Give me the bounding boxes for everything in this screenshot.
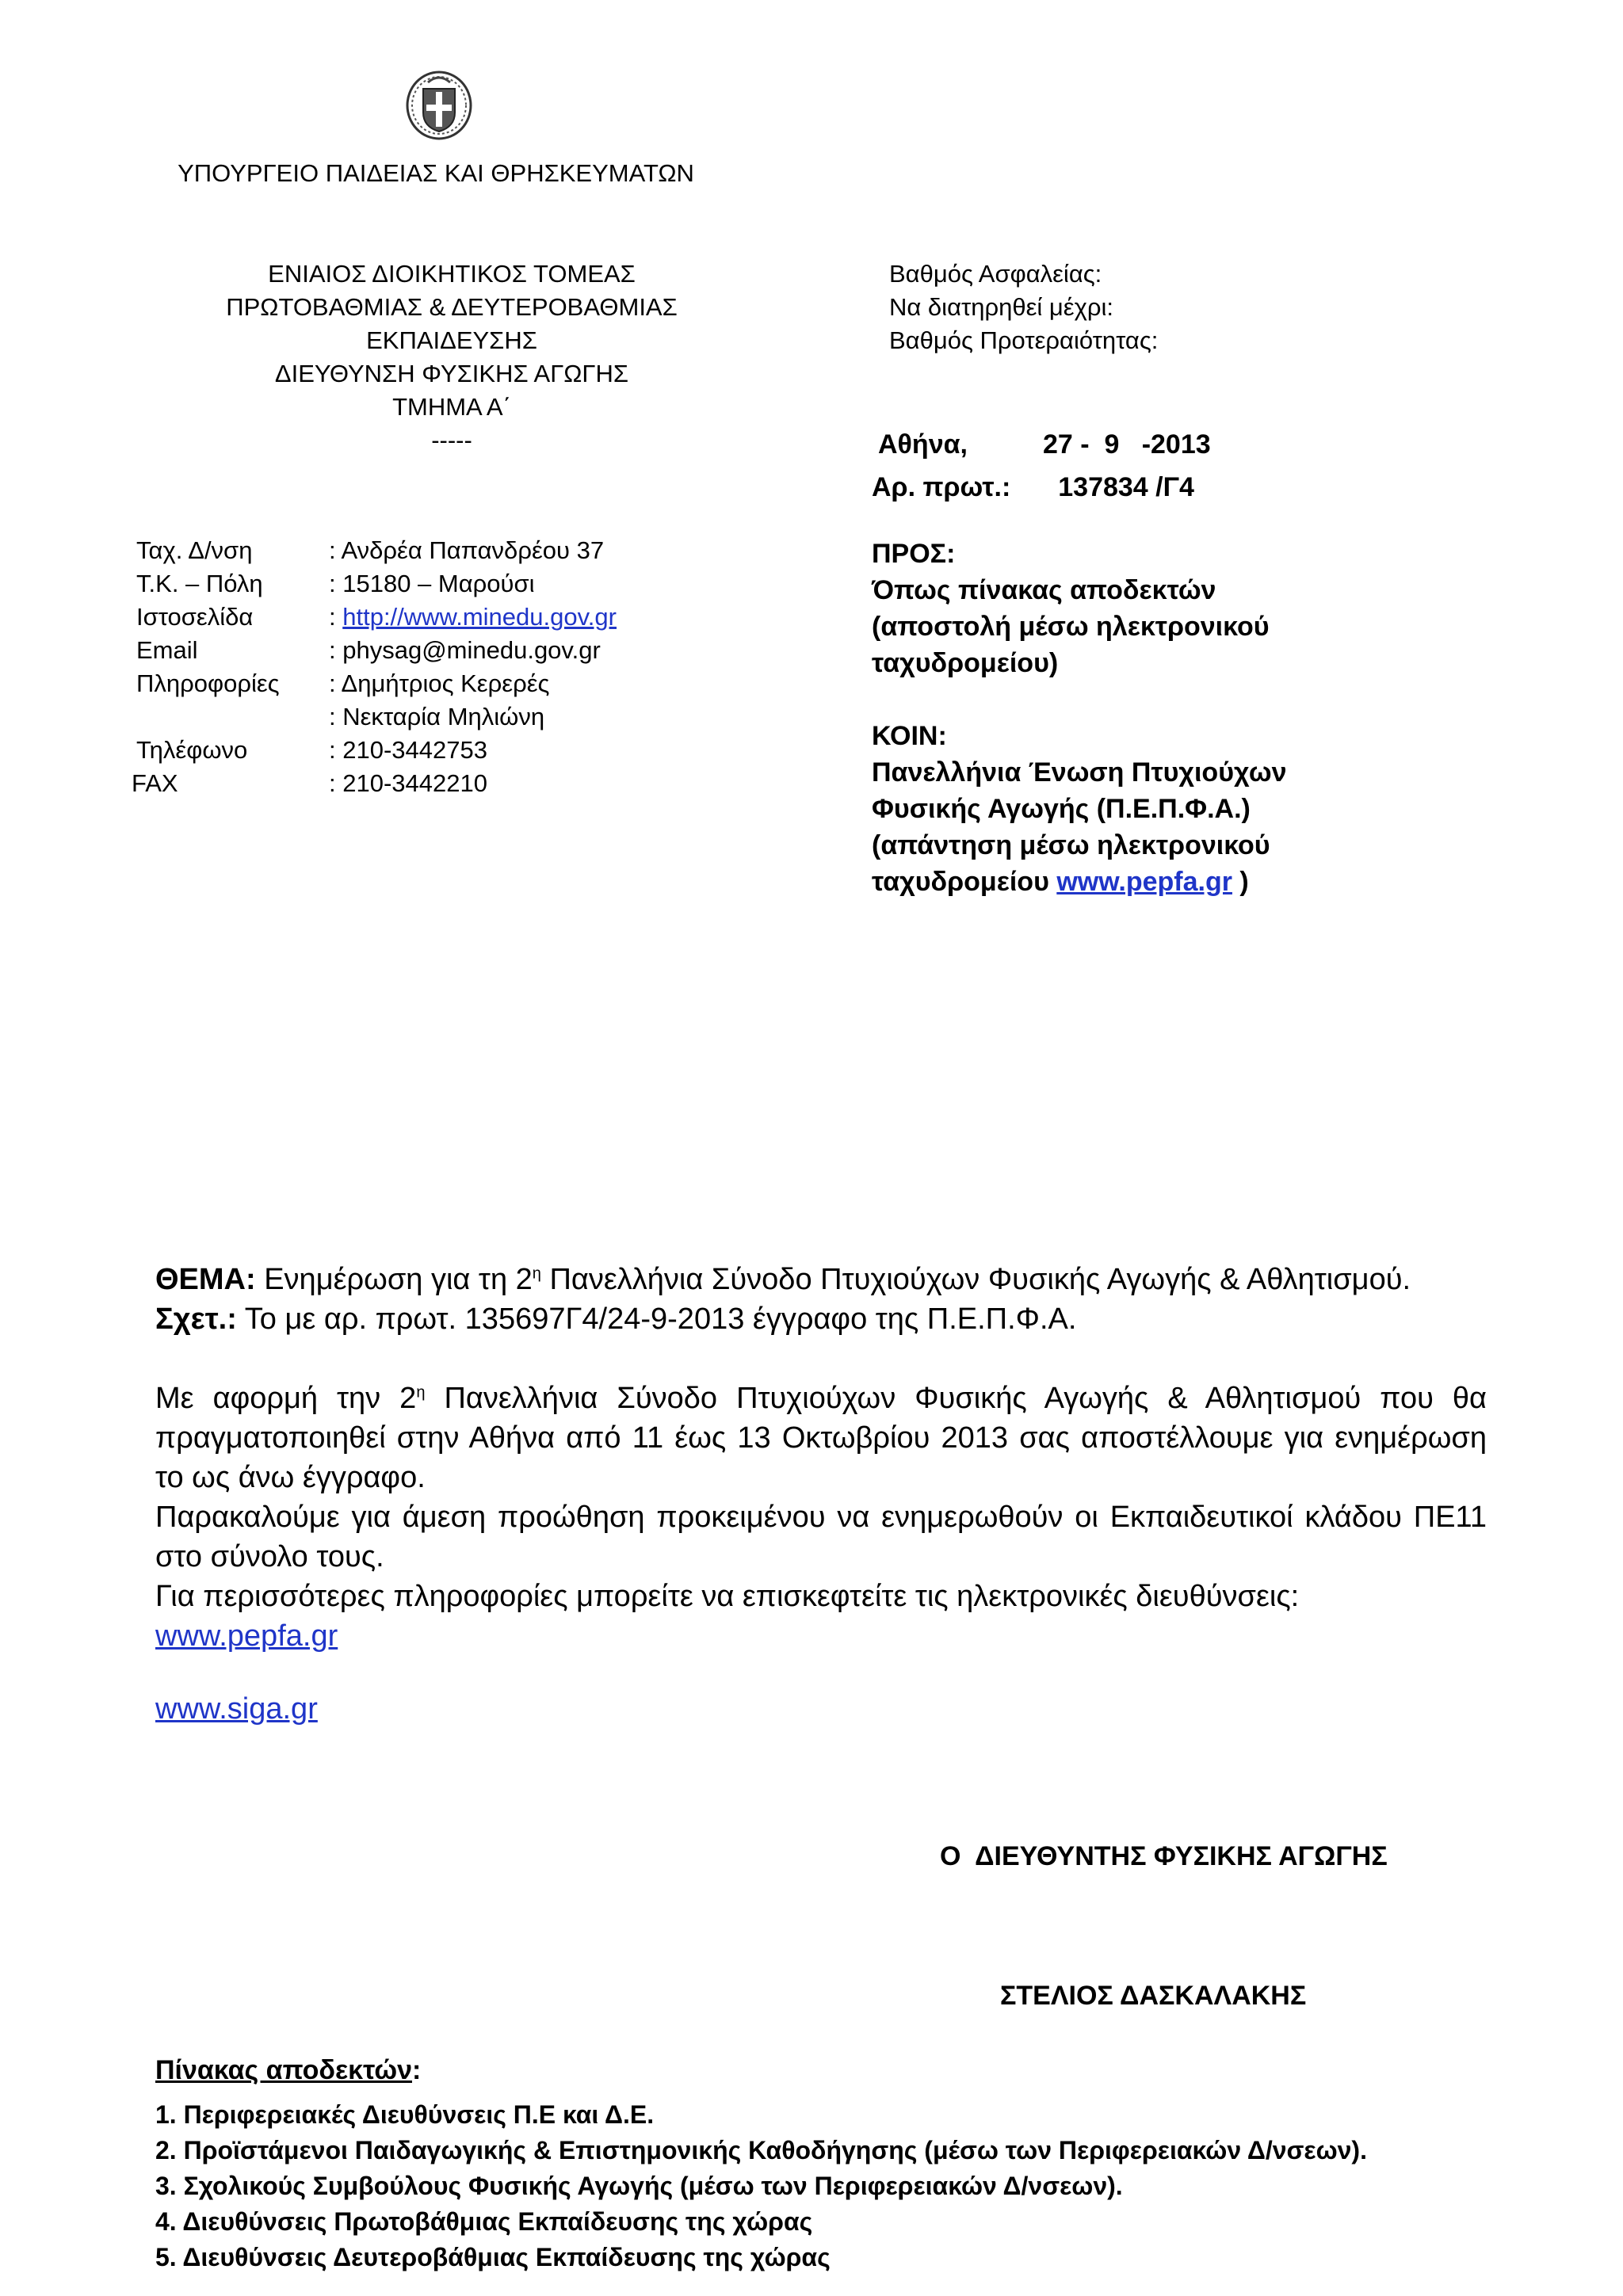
- recipients-block: [872, 536, 1553, 900]
- contact-row-address: Ταχ. Δ/νση : Ανδρέα Παπανδρέου 37: [136, 536, 605, 564]
- cc-line: ταχυδρομείου www.pepfa.gr ): [872, 867, 1249, 897]
- ministry-title: ΥΠΟΥΡΓΕΙΟ ΠΑΙΔΕΙΑΣ ΚΑΙ ΘΡΗΣΚΕΥΜΑΤΩΝ: [178, 159, 694, 187]
- protocol-label: Αρ. πρωτ.:: [872, 472, 1011, 502]
- pepfa-site-link[interactable]: www.pepfa.gr: [155, 1619, 338, 1653]
- cc-line: (απάντηση μέσω ηλεκτρονικού: [872, 830, 1270, 860]
- unit-line: ΠΡΩΤΟΒΑΘΜΙΑΣ & ΔΕΥΤΕΡΟΒΑΘΜΙΑΣ: [226, 293, 678, 321]
- unit-line: ΤΜΗΜΑ Α΄: [392, 393, 511, 421]
- cc-line: Πανελλήνια Ένωση Πτυχιούχων: [872, 757, 1287, 788]
- greek-emblem-icon: [404, 67, 474, 141]
- to-line: ταχυδρομείου): [872, 648, 1059, 678]
- subject-line: ΘΕΜΑ: Ενημέρωση για τη $2^\eta$ Πανελλήνια Σύνοδο Πτυχιούχων Φυσικής Αγωγής & Αθλητισμού.: [155, 1263, 1411, 1296]
- contact-row-email: Email : physag@minedu.gov.gr: [136, 636, 601, 664]
- recipient-table-heading: Πίνακας αποδεκτών:: [155, 2055, 422, 2085]
- paragraph-1: Με αφορμή την $2^\eta$ Πανελλήνια Σύνοδο Πτυχιούχων Φυσικής Αγωγής & Αθλητισμού που θα πραγματοποιηθεί στην Αθήνα από 11 έως 13 Οκτωβρίου 2013 σας αποστέλλουμε για ενημέρωση το ως άνω έγγραφο.: [155, 1382, 1495, 1494]
- paragraph-3: Για περισσότερες πληροφορίες μπορείτε να επισκεφτείτε τις ηλεκτρονικές διευθύνσεις:: [155, 1580, 1300, 1613]
- retain-until: Να διατηρηθεί μέχρι:: [889, 293, 1113, 321]
- signature-title: Ο ΔΙΕΥΘΥΝΤΗΣ ΦΥΣΙΚΗΣ ΑΓΩΓΗΣ: [940, 1841, 1388, 1871]
- recipient-list: [155, 2097, 1582, 2275]
- protocol-line: [872, 469, 1506, 505]
- list-item: 1. Περιφερειακές Διευθύνσεις Π.Ε και Δ.Ε.: [155, 2100, 655, 2129]
- security-grade: Βαθμός Ασφαλείας:: [889, 260, 1102, 288]
- date-line: [878, 426, 1512, 463]
- to-line: (αποστολή μέσω ηλεκτρονικού: [872, 612, 1270, 642]
- unit-line: ΕΚΠΑΙΔΕΥΣΗΣ: [366, 326, 537, 354]
- security-block: [889, 257, 1444, 357]
- contact-row-website: Ιστοσελίδα : http://www.minedu.gov.gr: [136, 601, 770, 634]
- cc-line: Φυσικής Αγωγής (Π.Ε.Π.Φ.Α.): [872, 794, 1251, 824]
- siga-site-link[interactable]: www.siga.gr: [155, 1692, 318, 1726]
- subject-label: ΘΕΜΑ:: [155, 1263, 256, 1296]
- contact-block: [132, 534, 770, 800]
- priority-grade: Βαθμός Προτεραιότητας:: [889, 326, 1159, 354]
- list-item: 3. Σχολικούς Συμβούλους Φυσικής Αγωγής (μέσω των Περιφερειακών Δ/νσεων).: [155, 2172, 1123, 2200]
- coat-of-arms-emblem: [404, 67, 474, 141]
- reference-line: Σχετ.: Το με αρ. πρωτ. 135697Γ4/24-9-2013 έγγραφο της Π.Ε.Π.Φ.Α.: [155, 1302, 1077, 1336]
- to-label: ΠΡΟΣ:: [872, 539, 956, 569]
- protocol-number: 137834 /Γ4: [1058, 472, 1194, 502]
- contact-row-postal: Τ.Κ. – Πόλη : 15180 – Μαρούσι: [136, 570, 535, 597]
- document-date: 27 - 9 -2013: [1042, 429, 1211, 460]
- contact-row-fax: FAX : 210-3442210: [132, 769, 487, 797]
- unit-block: [190, 257, 713, 457]
- place: Αθήνα,: [878, 429, 968, 460]
- unit-line: ΕΝΙΑΙΟΣ ΔΙΟΙΚΗΤΙΚΟΣ ΤΟΜΕΑΣ: [268, 260, 636, 288]
- contact-row-info: Πληροφορίες : Δημήτριος Κερερές: [136, 669, 550, 697]
- body-text: [155, 1379, 1495, 1729]
- list-item: 2. Προϊστάμενοι Παιδαγωγικής & Επιστημονικής Καθοδήγησης (μέσω των Περιφερειακών Δ/νσεων).: [155, 2136, 1367, 2164]
- signature-name: ΣΤΕΛΙΟΣ ΔΑΣΚΑΛΑΚΗΣ: [1000, 1981, 1307, 2011]
- website-link[interactable]: http://www.minedu.gov.gr: [342, 603, 617, 631]
- paragraph-2: Παρακαλούμε για άμεση προώθηση προκειμένου να ενημερωθούν οι Εκπαιδευτικοί κλάδου ΠΕ11 στο σύνολο τους.: [155, 1501, 1487, 1573]
- to-line: Όπως πίνακας αποδεκτών: [872, 575, 1216, 605]
- unit-line: ΔΙΕΥΘΥΝΣΗ ΦΥΣΙΚΗΣ ΑΓΩΓΗΣ: [274, 360, 629, 387]
- contact-row-info-2: : Νεκταρία Μηλιώνη: [329, 703, 545, 730]
- cc-label: ΚΟΙΝ:: [872, 721, 947, 751]
- unit-line: -----: [431, 426, 472, 454]
- reference-label: Σχετ.:: [155, 1302, 237, 1336]
- list-item: 4. Διευθύνσεις Πρωτοβάθμιας Εκπαίδευσης της χώρας: [155, 2207, 813, 2236]
- list-item: 5. Διευθύνσεις Δευτεροβάθμιας Εκπαίδευσης της χώρας: [155, 2243, 831, 2271]
- pepfa-link[interactable]: www.pepfa.gr: [1056, 867, 1232, 897]
- contact-row-phone: Τηλέφωνο : 210-3442753: [136, 736, 487, 764]
